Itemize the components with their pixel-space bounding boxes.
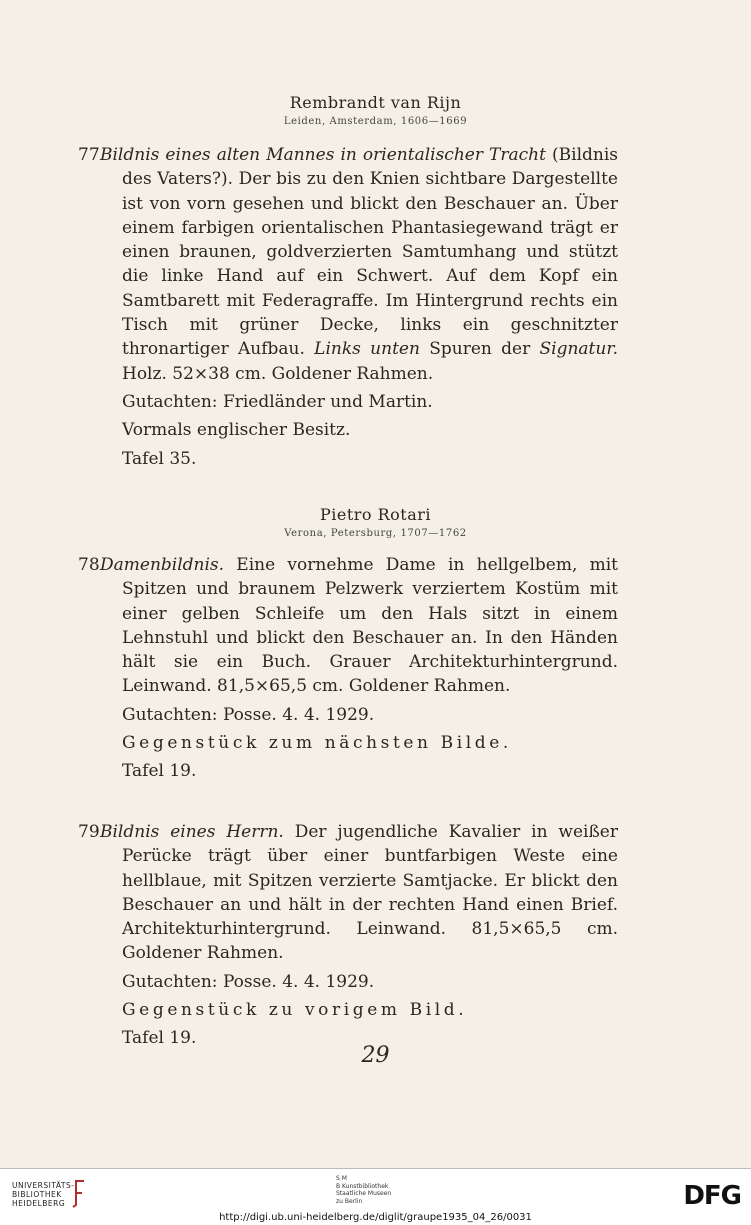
entry-expertise: Gutachten: Friedländer und Martin. (122, 391, 433, 412)
logo-line: B Kunstbibliothek (336, 1182, 389, 1190)
logo-line: zu Berlin (336, 1197, 363, 1205)
entry-note: Gegenstück zu vorigem Bild. (122, 1000, 468, 1021)
digitization-footer (0, 1168, 751, 1225)
entry-78-description (78, 553, 618, 699)
page-number: 29 (361, 1043, 390, 1068)
logo-line: UNIVERSITÄTS- (12, 1181, 75, 1190)
entry-text: Holz. 52×38 cm. Goldener Rahmen. (122, 363, 434, 384)
entry-note: Gegenstück zum nächsten Bilde. (122, 733, 512, 754)
entry-number: 79 (78, 822, 100, 842)
dfg-logo[interactable]: DFG (683, 1181, 741, 1211)
catalog-entry-79 (78, 820, 618, 1051)
university-logo-icon (70, 1179, 88, 1209)
entry-79-description (78, 820, 618, 966)
entry-number: 77 (78, 145, 100, 165)
artist-dates-rembrandt: Leiden, Amsterdam, 1606—1669 (283, 116, 468, 127)
entry-title: Bildnis eines Herrn. (100, 822, 284, 842)
entry-77-description (78, 143, 618, 386)
logo-line: Staatliche Museen (336, 1190, 392, 1197)
entry-expertise: Gutachten: Posse. 4. 4. 1929. (122, 704, 375, 725)
university-library-logo-text[interactable] (12, 1181, 74, 1208)
entry-text: Der jugendliche Kavalier in weißer Perücke trägt über einer buntfarbigen Weste eine hellblaue, mit Spitzen verzierte Samtjacke. Er blickt den Beschauer an und hält in der rechten Hand einen Brief. Architekturhintergrund. Leinwand. 81,5×65,5 cm. Goldener Rahmen. (122, 822, 618, 964)
entry-title: Damenbildnis. (100, 555, 225, 575)
artist-heading-rotari: Pietro Rotari (319, 505, 432, 524)
smb-logo-text[interactable] (336, 1175, 391, 1205)
entry-plate: Tafel 19. (122, 761, 197, 782)
entry-text: Spuren der (419, 339, 540, 360)
logo-line: S M (336, 1175, 347, 1182)
entry-italic-text: Signatur. (539, 339, 618, 360)
artist-dates-rotari: Verona, Petersburg, 1707—1762 (284, 528, 467, 539)
entry-text: Eine vornehme Dame in hellgelbem, mit Spitzen und braunem Pelzwerk verziertem Kostüm mit einer gelben Schleife um den Hals sitzt in einem Lehnstuhl und blickt den Beschauer an. In den Händen hält sie ein Buch. Grauer Architekturhintergrund. Leinwand. 81,5×65,5 cm. Goldener Rahmen. (122, 555, 618, 697)
entry-plate: Tafel 19. (122, 1028, 197, 1049)
entry-title: Bildnis eines alten Mannes in orientalischer Tracht (100, 145, 546, 165)
entry-number: 78 (78, 555, 100, 575)
artist-heading-rembrandt: Rembrandt van Rijn (289, 93, 462, 112)
entry-provenance: Vormals englischer Besitz. (122, 420, 351, 441)
logo-line: BIBLIOTHEK (12, 1190, 62, 1199)
logo-line: HEIDELBERG (12, 1199, 66, 1208)
entry-text: (Bildnis des Vaters?). Der bis zu den Knien sichtbare Dargestellte ist von vorn gesehen und blickt den Beschauer an. Über einem farbigen orientalischen Phantasiegewand trägt er einen braunen, goldverzierten Samtumhang und stützt die linke Hand auf ein Schwert. Auf dem Kopf ein Samtbarett mit Federagraffe. Im Hintergrund rechts ein Tisch mit grüner Decke, links ein geschnitzter thronartiger Aufbau. (122, 145, 618, 360)
entry-plate: Tafel 35. (122, 448, 197, 469)
entry-italic-text: Links unten (314, 339, 420, 360)
entry-expertise: Gutachten: Posse. 4. 4. 1929. (122, 971, 375, 992)
catalog-entry-78 (78, 553, 618, 784)
catalog-entry-77 (78, 143, 618, 471)
permalink-url[interactable]: http://digi.ub.uni-heidelberg.de/diglit/graupe1935_04_26/0031 (219, 1212, 532, 1223)
